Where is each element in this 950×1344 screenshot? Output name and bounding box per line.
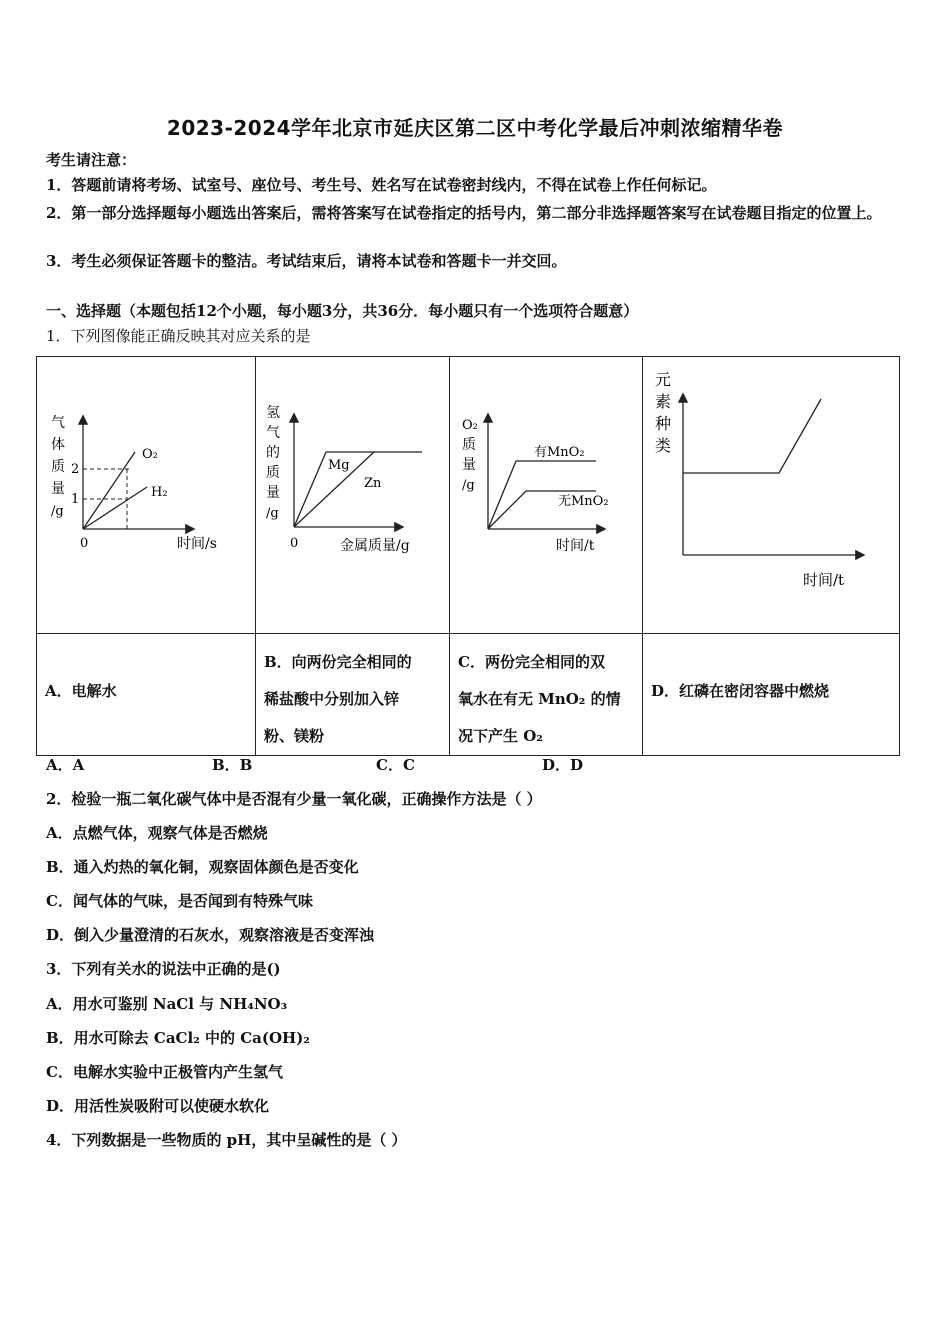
q2-stem: 2．检验一瓶二氧化碳气体中是否混有少量一氧化碳，正确操作方法是（ ） xyxy=(46,790,542,808)
notice-item-1: 1．答题前请将考场、试室号、座位号、考生号、姓名写在试卷密封线内，不得在试卷上作任何标记。 xyxy=(46,176,717,194)
caption-b-line-2: 粉、镁粉 xyxy=(264,727,325,745)
graph-a-origin: 0 xyxy=(80,536,89,551)
q1-graph-table xyxy=(36,356,900,756)
graph-c-ylabel-3: /g xyxy=(462,478,475,493)
q3-option-d[interactable]: D．用活性炭吸附可以使硬水软化 xyxy=(46,1097,270,1115)
q3-stem: 3．下列有关水的说法中正确的是() xyxy=(46,960,281,978)
graph-b-label-zn: Zn xyxy=(364,476,382,491)
graph-a-ylabel-2: 质 xyxy=(51,459,65,475)
q3-option-a[interactable]: A．用水可鉴别 NaCl 与 NH₄NO₃ xyxy=(46,995,288,1013)
graph-b-ylabel-4: 量 xyxy=(266,485,280,501)
graph-d-cell xyxy=(643,357,900,634)
caption-d-line-0: D．红磷在密闭容器中燃烧 xyxy=(651,682,830,700)
q1-stem: 1．下列图像能正确反映其对应关系的是 xyxy=(46,327,311,345)
graph-b-label-mg: Mg xyxy=(328,458,350,473)
graph-a-line-h2 xyxy=(83,487,147,529)
graph-b-xlabel: 金属质量/g xyxy=(340,538,410,554)
q3-option-b[interactable]: B．用水可除去 CaCl₂ 中的 Ca(OH)₂ xyxy=(46,1029,310,1047)
graph-c-xlabel: 时间/t xyxy=(556,538,595,554)
caption-d xyxy=(643,634,900,756)
caption-b-line-1: 稀盐酸中分别加入锌 xyxy=(264,690,400,708)
graph-d-ylabel-1: 素 xyxy=(655,392,672,411)
q1-choice-d[interactable]: D．D xyxy=(542,756,584,774)
graph-a-tick-2: 2 xyxy=(71,462,80,477)
caption-b xyxy=(256,634,450,756)
caption-a xyxy=(37,634,256,756)
graph-a-cell xyxy=(37,357,256,634)
q1-choice-a[interactable]: A．A xyxy=(46,756,85,774)
graph-a-xlabel: 时间/s xyxy=(177,536,217,552)
q1-choices xyxy=(46,755,583,775)
graph-c-ylabel-2: 量 xyxy=(462,457,476,473)
graph-b-ylabel-3: 质 xyxy=(266,465,280,481)
graph-a-tick-1: 1 xyxy=(71,492,80,507)
graph-d-ylabel-2: 种 xyxy=(655,414,672,433)
section-heading: 一、选择题（本题包括12个小题，每小题3分，共36分．每小题只有一个选项符合题意） xyxy=(46,302,639,320)
q2-option-a[interactable]: A．点燃气体，观察气体是否燃烧 xyxy=(46,824,268,842)
q2-option-b[interactable]: B．通入灼热的氧化铜，观察固体颜色是否变化 xyxy=(46,858,359,876)
graph-d xyxy=(643,357,899,629)
graph-c-ylabel-1: 质 xyxy=(462,437,476,453)
caption-c-line-2: 况下产生 O₂ xyxy=(458,727,543,745)
graph-b-ylabel-2: 的 xyxy=(266,445,280,461)
graph-c-label-with: 有MnO₂ xyxy=(534,445,585,460)
graph-c-label-without: 无MnO₂ xyxy=(558,494,609,509)
caption-c xyxy=(450,634,643,756)
graph-d-ylabel-3: 类 xyxy=(655,436,672,455)
graph-a-label-h2: H₂ xyxy=(151,485,168,500)
graph-b xyxy=(256,357,449,629)
graph-c-ylabel-0: O₂ xyxy=(462,418,478,433)
q3-option-c[interactable]: C．电解水实验中正极管内产生氢气 xyxy=(46,1063,283,1081)
graph-d-ylabel-0: 元 xyxy=(655,370,672,389)
graph-a xyxy=(37,357,255,629)
graph-a-ylabel-4: /g xyxy=(51,504,64,519)
q4-stem: 4．下列数据是一些物质的 pH，其中呈碱性的是（ ） xyxy=(46,1131,407,1149)
notice-heading: 考生请注意： xyxy=(46,151,137,169)
notice-item-3: 3．考生必须保证答题卡的整洁。考试结束后，请将本试卷和答题卡一并交回。 xyxy=(46,252,567,270)
graph-b-origin: 0 xyxy=(290,536,299,551)
page-title: 2023-2024学年北京市延庆区第二区中考化学最后冲刺浓缩精华卷 xyxy=(166,116,784,140)
q2-option-c[interactable]: C．闻气体的气味，是否闻到有特殊气味 xyxy=(46,892,313,910)
q1-choice-c[interactable]: C．C xyxy=(376,756,415,774)
graph-a-ylabel-0: 气 xyxy=(51,415,65,431)
caption-b-line-0: B．向两份完全相同的 xyxy=(264,653,412,671)
graph-b-ylabel-0: 氢 xyxy=(266,405,280,421)
graph-d-line xyxy=(683,399,821,473)
graph-a-label-o2: O₂ xyxy=(142,447,158,462)
graph-b-ylabel-5: /g xyxy=(266,506,279,521)
graph-b-cell xyxy=(256,357,450,634)
notice-item-2: 2．第一部分选择题每小题选出答案后，需将答案写在试卷指定的括号内，第二部分非选择题答案写在试卷题目指定的位置上。 xyxy=(46,204,882,222)
q1-choice-b[interactable]: B．B xyxy=(212,756,253,774)
caption-c-line-1: 氧水在有无 MnO₂ 的情 xyxy=(458,690,621,708)
q2-option-d[interactable]: D．倒入少量澄清的石灰水，观察溶液是否变浑浊 xyxy=(46,926,375,944)
graph-c-cell xyxy=(450,357,643,634)
graph-b-ylabel-1: 气 xyxy=(266,425,280,441)
graph-a-ylabel-1: 体 xyxy=(51,437,65,453)
graph-a-ylabel-3: 量 xyxy=(51,481,65,497)
graph-c xyxy=(450,357,642,629)
graph-b-line-mg xyxy=(294,452,326,527)
caption-c-line-0: C．两份完全相同的双 xyxy=(458,653,605,671)
graph-d-xlabel: 时间/t xyxy=(803,571,845,589)
caption-a-line-0: A．电解水 xyxy=(45,682,117,700)
